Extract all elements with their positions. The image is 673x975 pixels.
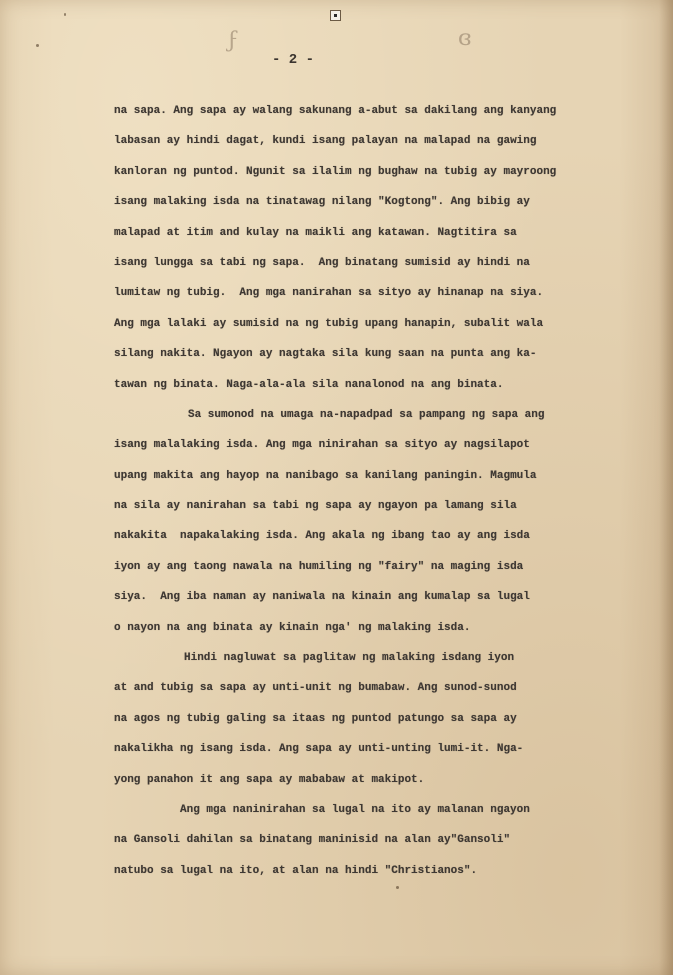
text-line: natubo sa lugal na ito, at alan na hindi "Christianos". <box>114 864 478 877</box>
text-line: at and tubig sa sapa ay unti-unit ng bumabaw. Ang sunod-sunod <box>114 682 517 695</box>
text-line: na sila ay nanirahan sa tabi ng sapa ay ngayon pa lamang sila <box>114 500 517 513</box>
text-line: upang makita ang hayop na nanibago sa kanilang paningin. Magmula <box>114 469 537 482</box>
text-line: na Gansoli dahilan sa binatang maninisid na alan ay"Gansoli" <box>114 834 511 847</box>
text-line: isang malalaking isda. Ang mga ninirahan sa sityo ay nagsilapot <box>114 439 530 452</box>
paragraph-first-line: Ang mga naninirahan sa lugal na ito ay malanan ngayon <box>180 803 530 816</box>
text-line: iyon ay ang taong nawala na humiling ng "fairy" na maging isda <box>114 560 524 573</box>
text-line: siya. Ang iba naman ay naniwala na kinain ang kumalap sa lugal <box>114 591 530 604</box>
paragraph-first-line: Hindi nagluwat sa paglitaw ng malaking isdang iyon <box>184 652 515 665</box>
text-line: silang nakita. Ngayon ay nagtaka sila kung saan na punta ang ka- <box>114 348 537 361</box>
text-line: yong panahon it ang sapa ay mababaw at makipot. <box>114 773 425 786</box>
page-edge-shadow <box>659 0 673 975</box>
text-line: Ang mga lalaki ay sumisid na ng tubig upang hanapin, subalit wala <box>114 317 544 330</box>
pencil-mark-right: ɞ <box>458 26 472 51</box>
text-line: nakalikha ng isang isda. Ang sapa ay unti-unting lumi-it. Nga- <box>114 743 524 756</box>
text-line: kanloran ng puntod. Ngunit sa ilalim ng bughaw na tubig ay mayroong <box>114 165 557 178</box>
body-text <box>114 96 584 886</box>
page-number: - 2 - <box>271 52 314 68</box>
text-line: na sapa. Ang sapa ay walang sakunang a-abut sa dakilang ang kanyang <box>114 105 557 117</box>
paper-spot <box>64 13 66 16</box>
text-line: tawan ng binata. Naga-ala-ala sila nanalonod na ang binata. <box>114 378 504 391</box>
paper-spot <box>396 886 399 889</box>
text-line: lumitaw ng tubig. Ang mga nanirahan sa sityo ay hinanap na siya. <box>114 287 544 300</box>
paragraph-first-line: Sa sumonod na umaga na-napadpad sa pampang ng sapa ang <box>188 408 545 421</box>
text-line: isang lungga sa tabi ng sapa. Ang binatang sumisid ay hindi na <box>114 256 530 269</box>
staple-mark <box>330 10 341 21</box>
text-line: labasan ay hindi dagat, kundi isang palayan na malapad na gawing <box>114 135 537 148</box>
text-line: isang malaking isda na tinatawag nilang "Kogtong". Ang bibig ay <box>114 196 530 209</box>
pencil-mark-left: ϝ <box>228 28 239 53</box>
text-line: malapad at itim and kulay na maikli ang katawan. Nagtitira sa <box>114 226 517 239</box>
text-line: na agos ng tubig galing sa itaas ng puntod patungo sa sapa ay <box>114 712 517 725</box>
paper-spot <box>36 44 39 47</box>
text-line: nakakita napakalaking isda. Ang akala ng ibang tao ay ang isda <box>114 530 530 543</box>
text-line: o nayon na ang binata ay kinain nga' ng malaking isda. <box>114 621 471 634</box>
